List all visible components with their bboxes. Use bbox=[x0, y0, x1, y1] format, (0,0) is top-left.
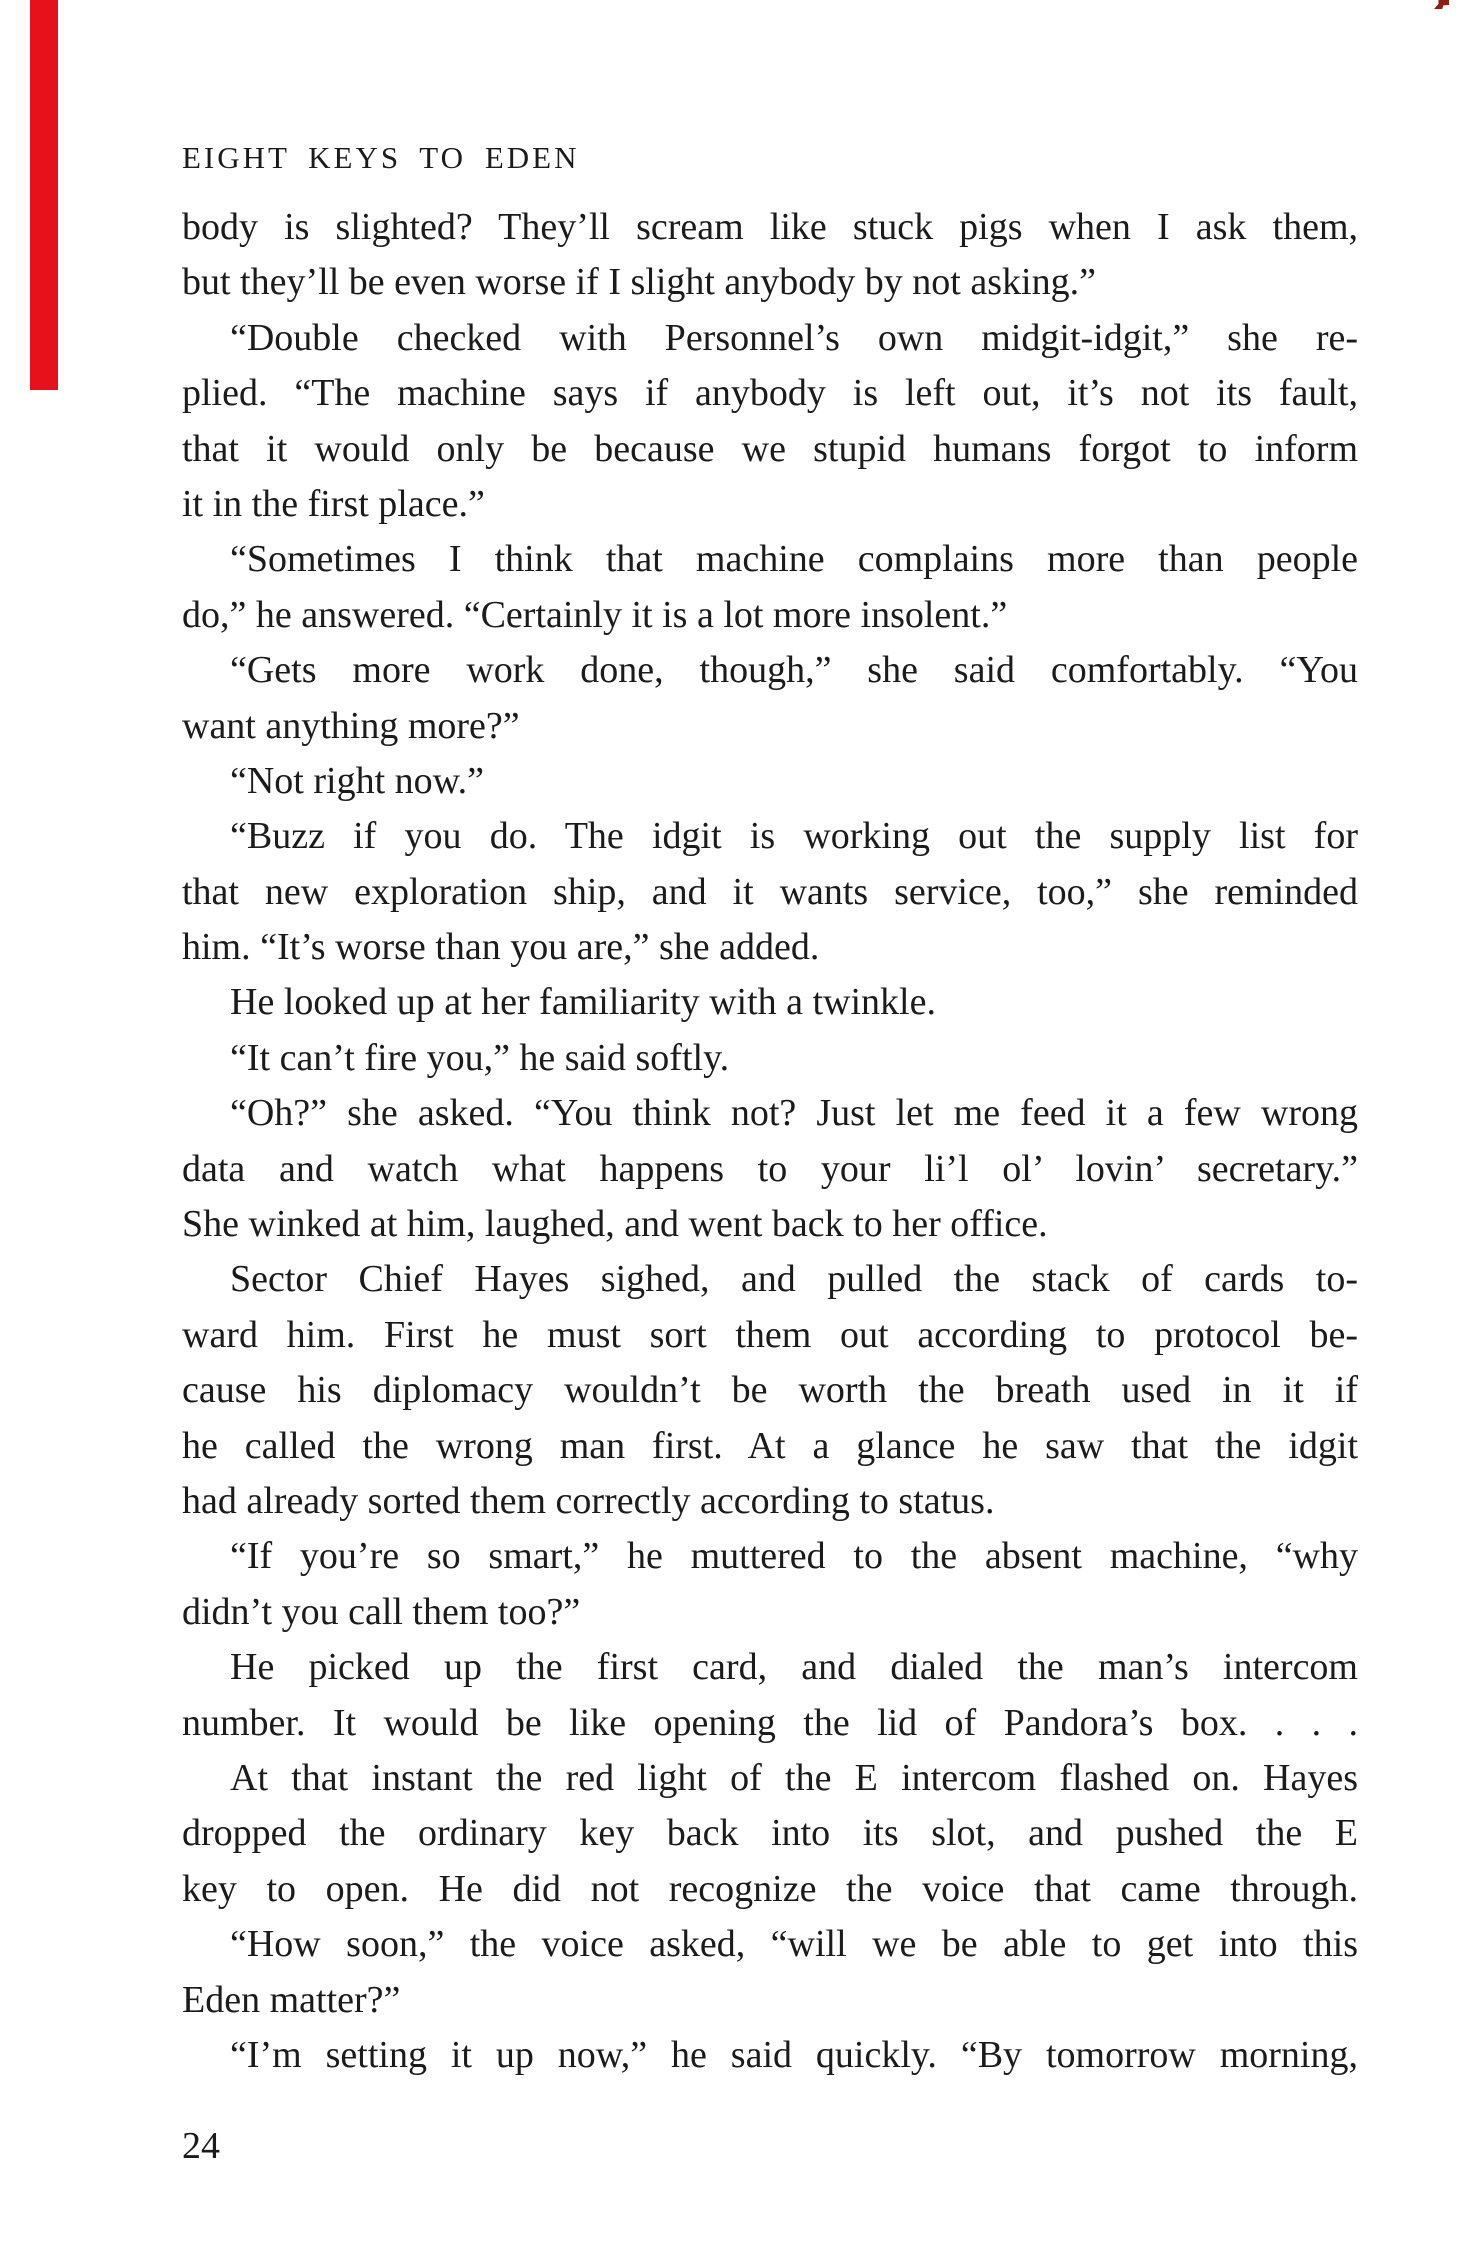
text-line: do,” he answered. “Certainly it is a lot more insolent.” bbox=[182, 593, 1008, 636]
text-line: “Buzz if you do. The idgit is working out the supply list for bbox=[230, 815, 1358, 858]
text-line: didn’t you call them too?” bbox=[182, 1590, 581, 1633]
text-line: Eden matter?” bbox=[182, 1978, 401, 2021]
text-line: cause his diplomacy wouldn’t be worth the breath used in it if bbox=[182, 1369, 1358, 1412]
text-line: that new exploration ship, and it wants service, too,” she reminded bbox=[182, 870, 1358, 913]
text-line: it in the first place.” bbox=[182, 482, 485, 525]
text-line: He picked up the first card, and dialed the man’s intercom bbox=[230, 1646, 1358, 1689]
body-text bbox=[182, 200, 1358, 2083]
text-line: data and watch what happens to your li’l ol’ lovin’ secretary.” bbox=[182, 1147, 1358, 1190]
text-line: he called the wrong man first. At a glance he saw that the idgit bbox=[182, 1424, 1358, 1467]
text-line: want anything more?” bbox=[182, 704, 520, 747]
text-line: ward him. First he must sort them out according to protocol be- bbox=[182, 1313, 1358, 1356]
text-line: Sector Chief Hayes sighed, and pulled the stack of cards to- bbox=[230, 1258, 1358, 1301]
text-line: key to open. He did not recognize the voice that came through. bbox=[182, 1867, 1358, 1910]
text-line: but they’ll be even worse if I slight anybody by not asking.” bbox=[182, 261, 1096, 304]
text-line: plied. “The machine says if anybody is left out, it’s not its fault, bbox=[182, 372, 1358, 415]
text-line: “Sometimes I think that machine complains more than people bbox=[230, 538, 1358, 581]
text-line: that it would only be because we stupid humans forgot to inform bbox=[182, 427, 1358, 470]
corner-ink-mark bbox=[1434, 0, 1449, 9]
text-line: him. “It’s worse than you are,” she added. bbox=[182, 926, 820, 969]
text-line: “It can’t fire you,” he said softly. bbox=[230, 1036, 730, 1079]
text-line: “If you’re so smart,” he muttered to the absent machine, “why bbox=[230, 1535, 1358, 1578]
text-line: “Double checked with Personnel’s own midgit-idgit,” she re- bbox=[230, 316, 1358, 359]
text-line: dropped the ordinary key back into its slot, and pushed the E bbox=[182, 1812, 1358, 1855]
red-ribbon-stripe bbox=[30, 0, 58, 390]
text-line: “I’m setting it up now,” he said quickly. “By tomorrow morning, bbox=[230, 2033, 1358, 2076]
text-line: “Oh?” she asked. “You think not? Just let me feed it a few wrong bbox=[230, 1092, 1358, 1135]
text-line: “Gets more work done, though,” she said comfortably. “You bbox=[230, 649, 1358, 692]
text-line: “Not right now.” bbox=[230, 759, 484, 802]
text-line: number. It would be like opening the lid of Pandora’s box. . . . bbox=[182, 1701, 1358, 1744]
text-line: She winked at him, laughed, and went back to her office. bbox=[182, 1203, 1048, 1246]
text-line: had already sorted them correctly according to status. bbox=[182, 1479, 995, 1522]
running-header: EIGHT KEYS TO EDEN bbox=[182, 140, 580, 175]
page-number: 24 bbox=[182, 2125, 220, 2167]
text-line: He looked up at her familiarity with a twinkle. bbox=[230, 981, 936, 1024]
text-line: “How soon,” the voice asked, “will we be able to get into this bbox=[230, 1923, 1358, 1966]
text-line: At that instant the red light of the E intercom flashed on. Hayes bbox=[230, 1756, 1358, 1799]
text-line: body is slighted? They’ll scream like stuck pigs when I ask them, bbox=[182, 206, 1358, 248]
